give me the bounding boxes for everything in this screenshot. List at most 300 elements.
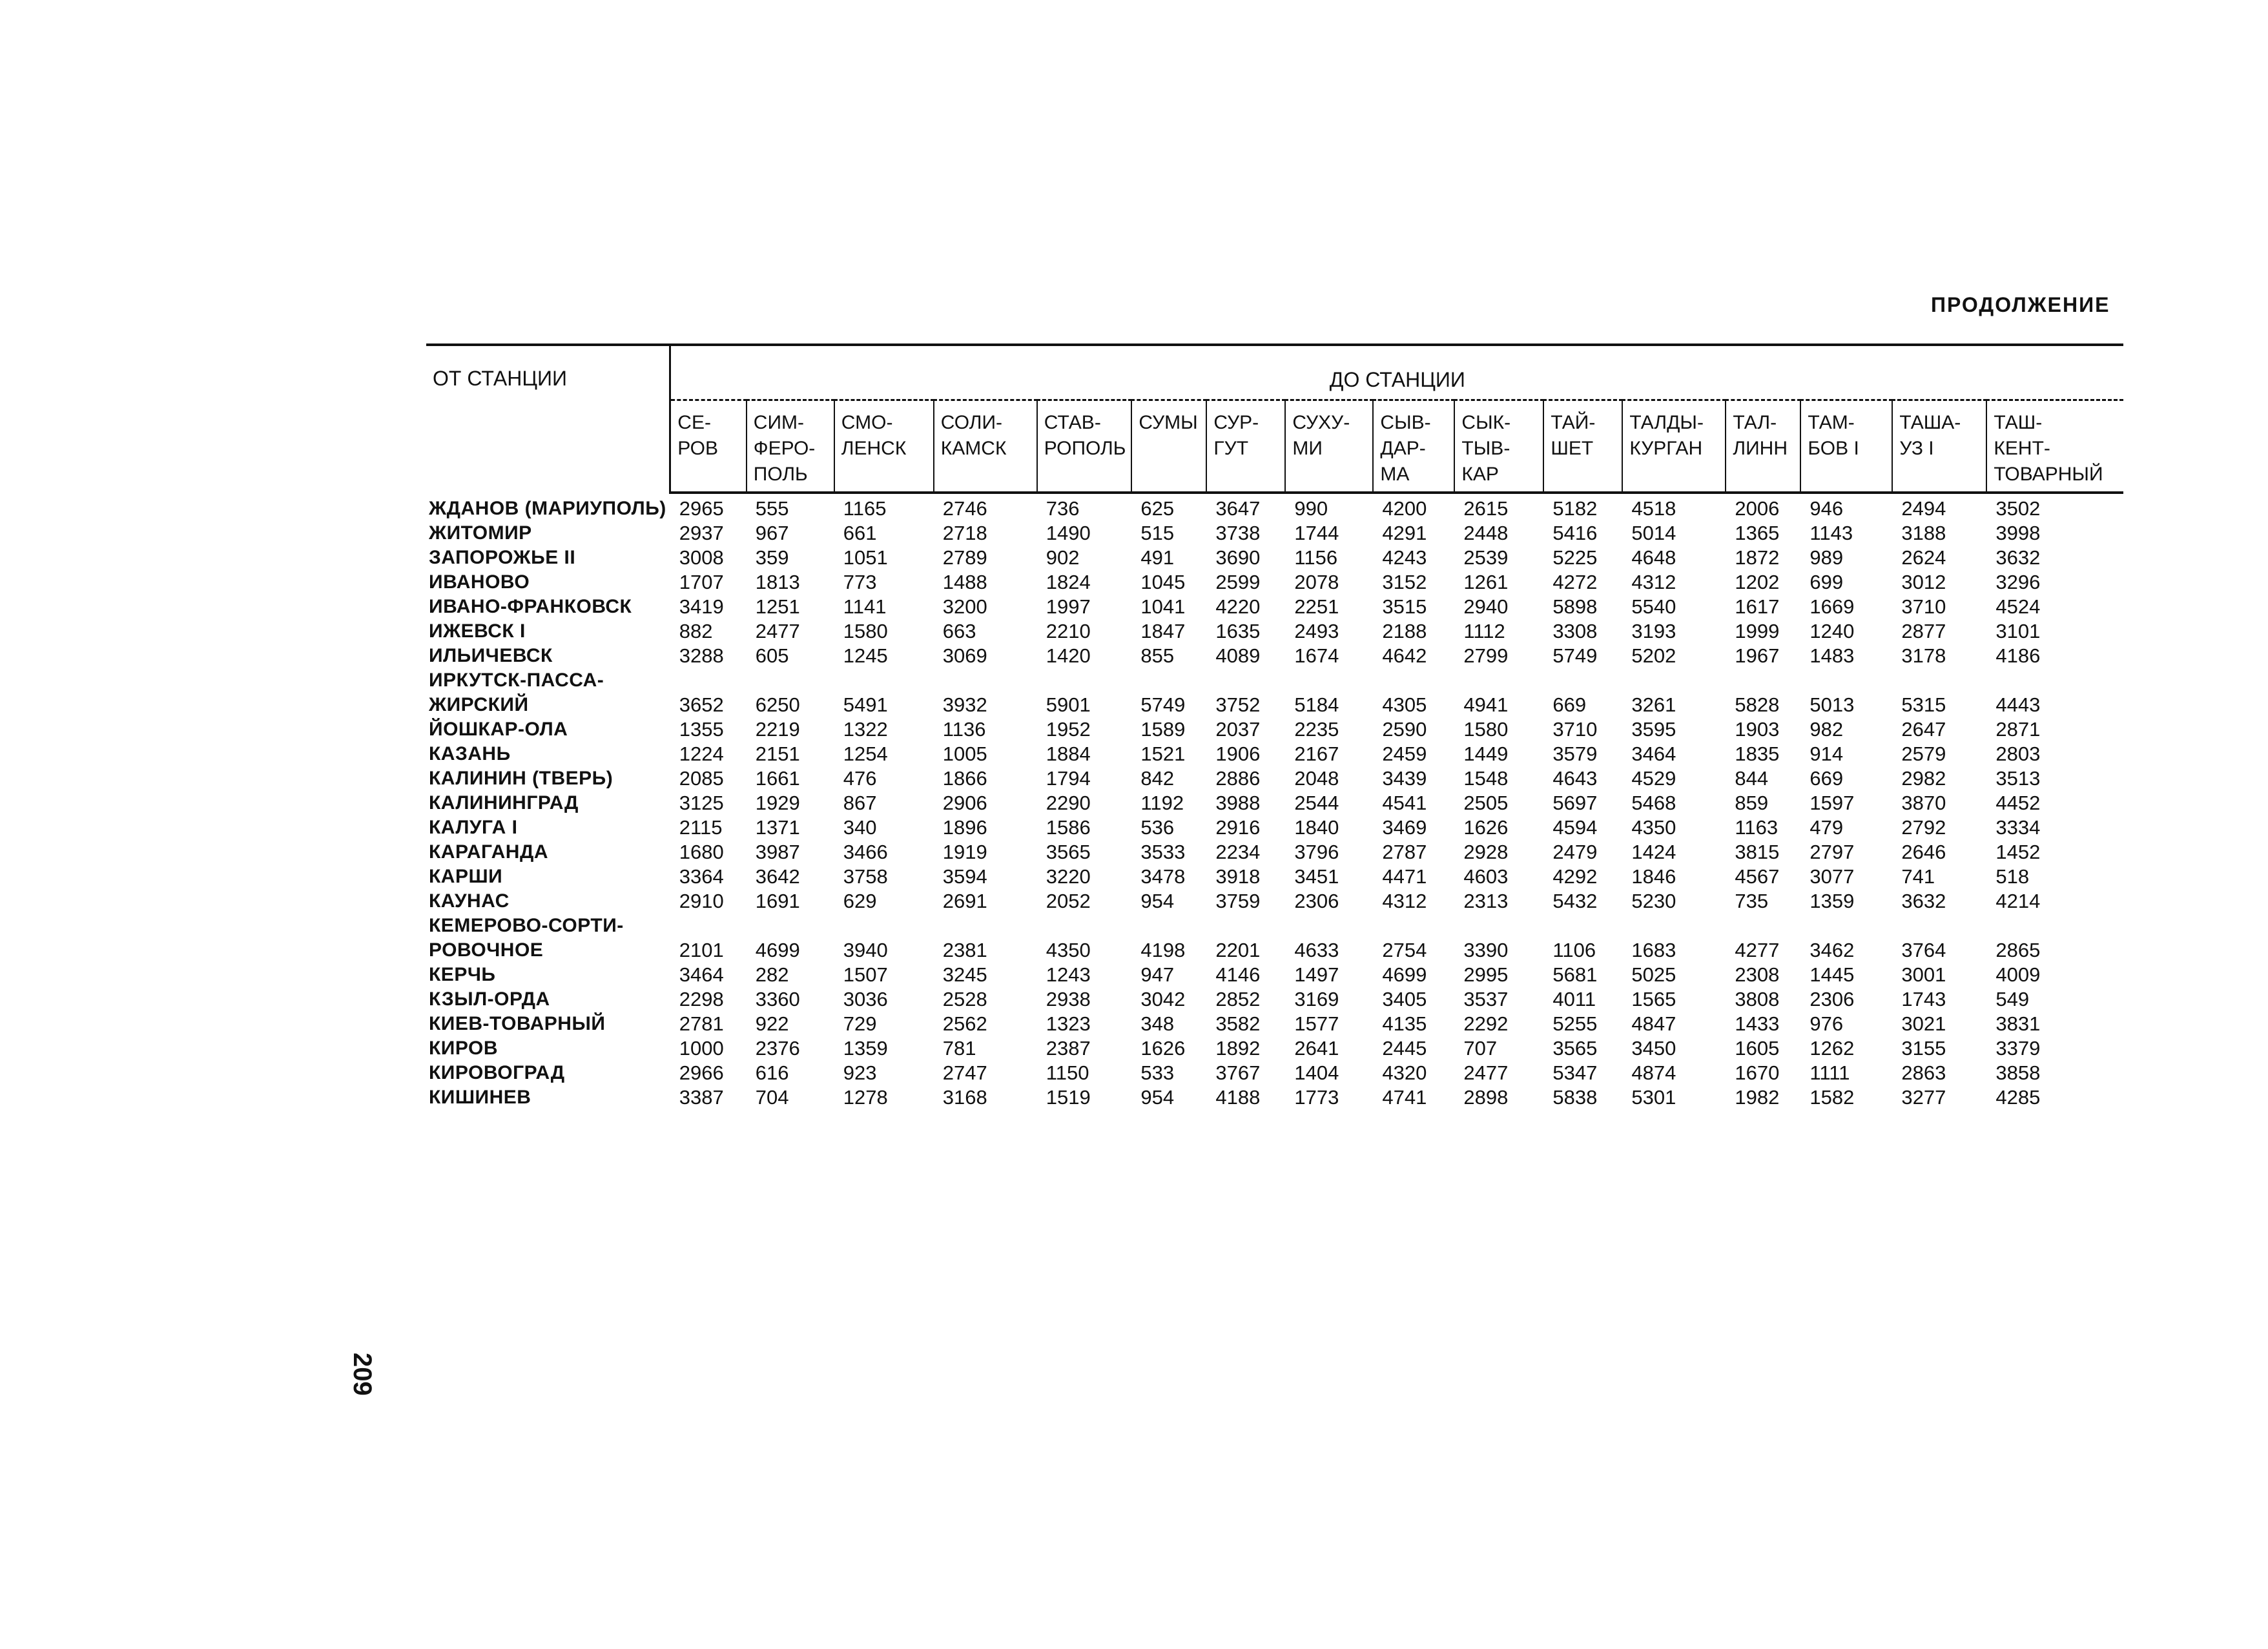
station-name: КИШИНЕВ xyxy=(429,1087,531,1108)
distance-cell: 1683 xyxy=(1631,939,1676,961)
station-name: КЗЫЛ-ОРДА xyxy=(429,988,550,1010)
distance-cell xyxy=(1131,668,1206,693)
distance-cell: 954 xyxy=(1140,890,1175,912)
distance-cell: 3419 xyxy=(679,595,724,618)
distance-cell: 4648 xyxy=(1631,546,1676,569)
distance-cell: 491 xyxy=(1140,546,1175,569)
distance-cell: 2505 xyxy=(1463,792,1509,814)
distance-cell: 3940 xyxy=(843,939,888,961)
distance-cell: 2928 xyxy=(1463,841,1509,863)
distance-cell: 2647 xyxy=(1901,718,1946,741)
distance-cell: 2615 xyxy=(1463,497,1509,520)
distance-cell: 1202 xyxy=(1735,571,1780,593)
distance-cell: 4874 xyxy=(1631,1061,1676,1084)
distance-cell: 4941 xyxy=(1463,693,1509,716)
distance-cell: 3464 xyxy=(679,963,724,986)
distance-cell: 3069 xyxy=(942,644,987,667)
column-header-line: ЛЕНСК xyxy=(841,438,907,459)
distance-cell xyxy=(670,914,747,938)
distance-cell: 4603 xyxy=(1463,865,1509,888)
station-name: КАУНАС xyxy=(429,890,510,912)
station-name: КЕРЧЬ xyxy=(429,964,496,985)
distance-cell: 1519 xyxy=(1046,1086,1091,1109)
distance-cell: 1136 xyxy=(942,718,986,741)
distance-cell: 2376 xyxy=(755,1037,800,1060)
column-header-row xyxy=(426,400,2123,493)
distance-cell: 4009 xyxy=(1995,963,2041,986)
station-name: ЖИТОМИР xyxy=(429,522,532,544)
distance-cell: 1254 xyxy=(843,743,888,765)
distance-cell: 2387 xyxy=(1046,1037,1091,1060)
distance-cell xyxy=(1622,668,1726,693)
table-row xyxy=(426,668,2123,693)
column-header xyxy=(1543,400,1622,493)
table-row xyxy=(426,791,2123,815)
distance-cell: 902 xyxy=(1046,546,1080,569)
distance-cell: 2747 xyxy=(942,1061,987,1084)
distance-cell: 2898 xyxy=(1463,1086,1509,1109)
distance-cell: 2797 xyxy=(1809,841,1855,863)
distance-cell xyxy=(1037,914,1132,938)
distance-cell: 1846 xyxy=(1631,865,1676,888)
distance-cell: 3808 xyxy=(1735,988,1780,1010)
station-name: КЕМЕРОВО-СОРТИ- xyxy=(429,915,624,936)
column-header-line: ТАЙ- xyxy=(1551,412,1596,433)
distance-cell: 2494 xyxy=(1901,497,1946,520)
distance-cell: 1365 xyxy=(1735,522,1780,544)
distance-cell: 5432 xyxy=(1552,890,1598,912)
distance-cell: 1773 xyxy=(1294,1086,1339,1109)
distance-cell: 1744 xyxy=(1294,522,1339,544)
table-row xyxy=(426,815,2123,840)
column-header-line: ТАМ- xyxy=(1808,412,1855,433)
column-header-line: БОВ I xyxy=(1808,438,1859,459)
page-number: 209 xyxy=(348,1353,376,1396)
distance-cell: 1952 xyxy=(1046,718,1091,741)
distance-table xyxy=(426,343,2123,1110)
distance-cell: 282 xyxy=(755,963,789,986)
distance-cell: 1243 xyxy=(1046,963,1091,986)
distance-cell: 5838 xyxy=(1552,1086,1598,1109)
distance-cell: 4200 xyxy=(1382,497,1427,520)
distance-cell: 1982 xyxy=(1735,1086,1780,1109)
distance-cell: 3450 xyxy=(1631,1037,1676,1060)
distance-cell: 1967 xyxy=(1735,644,1780,667)
distance-cell: 3918 xyxy=(1215,865,1261,888)
distance-cell: 1824 xyxy=(1046,571,1091,593)
column-header-line: СОЛИ- xyxy=(940,412,1003,433)
table-row xyxy=(426,963,2123,987)
station-name: КАЛУГА I xyxy=(429,817,518,838)
distance-cell xyxy=(1454,668,1543,693)
distance-cell xyxy=(747,668,834,693)
distance-cell: 5013 xyxy=(1809,693,1855,716)
distance-cell: 2982 xyxy=(1901,767,1946,790)
column-header-line: СУМЫ xyxy=(1139,412,1198,433)
distance-cell: 5347 xyxy=(1552,1061,1598,1084)
distance-cell: 946 xyxy=(1809,497,1844,520)
distance-cell: 1322 xyxy=(843,718,888,741)
distance-cell: 5025 xyxy=(1631,963,1676,986)
distance-cell: 2886 xyxy=(1215,767,1261,790)
distance-cell: 844 xyxy=(1735,767,1769,790)
distance-cell: 914 xyxy=(1809,743,1844,765)
distance-cell: 1449 xyxy=(1463,743,1509,765)
column-header-line: СУР- xyxy=(1213,412,1259,433)
table-row xyxy=(426,717,2123,742)
distance-cell: 704 xyxy=(755,1086,789,1109)
distance-cell: 1580 xyxy=(843,620,888,642)
distance-cell: 1999 xyxy=(1735,620,1780,642)
table-row xyxy=(426,766,2123,791)
distance-cell: 3042 xyxy=(1140,988,1186,1010)
distance-cell: 3767 xyxy=(1215,1061,1261,1084)
column-header-line: УЗ I xyxy=(1899,438,1934,459)
distance-cell: 707 xyxy=(1463,1037,1498,1060)
distance-cell: 1626 xyxy=(1463,816,1509,839)
column-header-line: ТЫВ- xyxy=(1461,438,1510,459)
distance-cell: 4186 xyxy=(1995,644,2041,667)
distance-cell: 3815 xyxy=(1735,841,1780,863)
distance-cell: 3220 xyxy=(1046,865,1091,888)
header-row-group xyxy=(426,345,2123,400)
table-row xyxy=(426,521,2123,546)
station-name: КАРШИ xyxy=(429,866,503,887)
distance-cell: 729 xyxy=(843,1012,877,1035)
column-header xyxy=(1037,400,1132,493)
column-header-line: ТОВАРНЫЙ xyxy=(1994,464,2103,485)
distance-cell: 859 xyxy=(1735,792,1769,814)
distance-cell: 1452 xyxy=(1995,841,2041,863)
distance-cell: 2306 xyxy=(1294,890,1339,912)
distance-cell: 5315 xyxy=(1901,693,1946,716)
distance-cell: 5182 xyxy=(1552,497,1598,520)
table-row xyxy=(426,914,2123,938)
distance-cell xyxy=(1285,668,1373,693)
distance-cell: 3036 xyxy=(843,988,888,1010)
distance-cell: 479 xyxy=(1809,816,1844,839)
distance-cell: 6250 xyxy=(755,693,800,716)
distance-cell: 990 xyxy=(1294,497,1328,520)
distance-cell: 1488 xyxy=(942,571,987,593)
distance-cell: 4146 xyxy=(1215,963,1261,986)
distance-cell: 2477 xyxy=(755,620,800,642)
distance-cell: 3451 xyxy=(1294,865,1339,888)
column-header-line: СЫК- xyxy=(1461,412,1511,433)
distance-cell: 4699 xyxy=(1382,963,1427,986)
column-header xyxy=(1726,400,1800,493)
distance-cell: 2234 xyxy=(1215,841,1261,863)
distance-cell: 3334 xyxy=(1995,816,2041,839)
distance-cell: 3308 xyxy=(1552,620,1598,642)
distance-cell xyxy=(1726,914,1800,938)
distance-cell: 3125 xyxy=(679,792,724,814)
distance-cell: 605 xyxy=(755,644,789,667)
distance-cell: 3502 xyxy=(1995,497,2041,520)
station-name: КИРОВОГРАД xyxy=(429,1062,565,1083)
table-row xyxy=(426,840,2123,865)
column-header-line: СТАВ- xyxy=(1044,412,1101,433)
distance-cell: 4633 xyxy=(1294,939,1339,961)
distance-cell: 882 xyxy=(679,620,713,642)
distance-cell: 3245 xyxy=(942,963,987,986)
distance-cell: 1548 xyxy=(1463,767,1509,790)
distance-cell: 2579 xyxy=(1901,743,1946,765)
distance-cell: 1906 xyxy=(1215,743,1261,765)
to-station-header: ДО СТАНЦИИ xyxy=(670,345,2124,400)
distance-cell: 3462 xyxy=(1809,939,1855,961)
distance-cell: 4214 xyxy=(1995,890,2041,912)
distance-cell: 1143 xyxy=(1809,522,1853,544)
distance-cell xyxy=(1543,668,1622,693)
distance-cell: 669 xyxy=(1552,693,1587,716)
distance-cell: 773 xyxy=(843,571,877,593)
distance-cell xyxy=(1131,914,1206,938)
distance-cell: 855 xyxy=(1140,644,1175,667)
distance-cell xyxy=(1622,914,1726,938)
distance-cell: 3652 xyxy=(679,693,724,716)
distance-cell: 954 xyxy=(1140,1086,1175,1109)
distance-cell: 536 xyxy=(1140,816,1175,839)
station-name: ЙОШКАР-ОЛА xyxy=(429,719,568,740)
table-row xyxy=(426,1012,2123,1036)
distance-cell: 3582 xyxy=(1215,1012,1261,1035)
distance-cell: 1794 xyxy=(1046,767,1091,790)
distance-cell: 3390 xyxy=(1463,939,1509,961)
distance-cell: 4529 xyxy=(1631,767,1676,790)
distance-cell: 1674 xyxy=(1294,644,1339,667)
distance-cell: 3152 xyxy=(1382,571,1427,593)
column-header-line: ДАР- xyxy=(1380,438,1426,459)
distance-cell: 1041 xyxy=(1140,595,1186,618)
distance-cell: 1278 xyxy=(843,1086,888,1109)
distance-cell: 3169 xyxy=(1294,988,1339,1010)
distance-cell: 1813 xyxy=(755,571,800,593)
column-header-line: СЕ- xyxy=(677,412,711,433)
distance-cell: 4320 xyxy=(1382,1061,1427,1084)
distance-cell xyxy=(1454,914,1543,938)
distance-cell: 5898 xyxy=(1552,595,1598,618)
distance-cell: 2910 xyxy=(679,890,724,912)
distance-cell: 3261 xyxy=(1631,693,1676,716)
distance-cell: 3001 xyxy=(1901,963,1946,986)
distance-cell: 4452 xyxy=(1995,792,2041,814)
station-name: ЖДАНОВ (МАРИУПОЛЬ) xyxy=(429,498,666,519)
distance-cell: 1582 xyxy=(1809,1086,1855,1109)
column-header xyxy=(1131,400,1206,493)
distance-cell xyxy=(1892,914,1986,938)
distance-cell: 4292 xyxy=(1552,865,1598,888)
distance-cell xyxy=(670,668,747,693)
distance-cell: 3193 xyxy=(1631,620,1676,642)
distance-cell: 3565 xyxy=(1046,841,1091,863)
distance-cell: 1884 xyxy=(1046,743,1091,765)
distance-cell: 2292 xyxy=(1463,1012,1509,1035)
distance-cell: 3537 xyxy=(1463,988,1509,1010)
column-header-line: КЕНТ- xyxy=(1994,438,2050,459)
distance-cell: 1156 xyxy=(1294,546,1338,569)
distance-cell: 4312 xyxy=(1631,571,1676,593)
distance-cell: 1165 xyxy=(843,497,887,520)
distance-cell: 1586 xyxy=(1046,816,1091,839)
distance-cell: 4699 xyxy=(755,939,800,961)
distance-cell: 4642 xyxy=(1382,644,1427,667)
table-row xyxy=(426,693,2123,717)
distance-cell: 1605 xyxy=(1735,1037,1780,1060)
distance-cell: 1680 xyxy=(679,841,724,863)
distance-cell: 1262 xyxy=(1809,1037,1855,1060)
distance-cell: 3464 xyxy=(1631,743,1676,765)
distance-cell: 2906 xyxy=(942,792,987,814)
distance-cell: 4272 xyxy=(1552,571,1598,593)
distance-cell: 3296 xyxy=(1995,571,2041,593)
distance-cell: 976 xyxy=(1809,1012,1844,1035)
column-header-line: МИ xyxy=(1292,438,1323,459)
distance-cell: 2792 xyxy=(1901,816,1946,839)
station-name: ИЛЬИЧЕВСК xyxy=(429,645,553,666)
distance-cell: 1840 xyxy=(1294,816,1339,839)
column-header xyxy=(834,400,934,493)
distance-cell: 2863 xyxy=(1901,1061,1946,1084)
distance-cell: 5255 xyxy=(1552,1012,1598,1035)
column-header-line: МА xyxy=(1380,464,1410,485)
distance-cell: 3277 xyxy=(1901,1086,1946,1109)
distance-cell: 5184 xyxy=(1294,693,1339,716)
distance-cell: 1903 xyxy=(1735,718,1780,741)
distance-cell: 2052 xyxy=(1046,890,1091,912)
distance-cell: 5681 xyxy=(1552,963,1598,986)
column-header-line: КУРГАН xyxy=(1629,438,1703,459)
distance-cell: 2313 xyxy=(1463,890,1509,912)
table-row xyxy=(426,595,2123,619)
distance-cell: 5416 xyxy=(1552,522,1598,544)
distance-cell: 1565 xyxy=(1631,988,1676,1010)
distance-cell: 741 xyxy=(1901,865,1935,888)
distance-cell: 3858 xyxy=(1995,1061,2041,1084)
distance-cell: 5540 xyxy=(1631,595,1676,618)
distance-cell: 2528 xyxy=(942,988,987,1010)
distance-cell xyxy=(1892,668,1986,693)
distance-cell: 1635 xyxy=(1215,620,1261,642)
distance-cell: 1445 xyxy=(1809,963,1855,986)
column-header xyxy=(1986,400,2123,493)
distance-cell: 4089 xyxy=(1215,644,1261,667)
distance-cell: 4243 xyxy=(1382,546,1427,569)
station-name: ИРКУТСК-ПАССА- xyxy=(429,670,604,691)
distance-cell: 1323 xyxy=(1046,1012,1091,1035)
column-header-line: СИМ- xyxy=(753,412,805,433)
distance-cell: 3469 xyxy=(1382,816,1427,839)
table-row xyxy=(426,938,2123,963)
distance-cell: 4643 xyxy=(1552,767,1598,790)
distance-cell: 1997 xyxy=(1046,595,1091,618)
distance-cell: 2235 xyxy=(1294,718,1339,741)
distance-cell: 3594 xyxy=(942,865,987,888)
distance-cell: 2937 xyxy=(679,522,724,544)
distance-cell: 555 xyxy=(755,497,789,520)
distance-cell: 2539 xyxy=(1463,546,1509,569)
distance-cell: 3364 xyxy=(679,865,724,888)
distance-cell: 3405 xyxy=(1382,988,1427,1010)
distance-cell: 3008 xyxy=(679,546,724,569)
column-header-line: КАМСК xyxy=(940,438,1007,459)
distance-cell: 5491 xyxy=(843,693,888,716)
distance-cell: 947 xyxy=(1140,963,1175,986)
column-header xyxy=(1206,400,1285,493)
table-row xyxy=(426,1061,2123,1085)
distance-cell: 1589 xyxy=(1140,718,1186,741)
distance-cell: 518 xyxy=(1995,865,2030,888)
distance-cell: 1359 xyxy=(1809,890,1855,912)
distance-cell: 2448 xyxy=(1463,522,1509,544)
column-header-line: ТАЛ- xyxy=(1733,412,1777,433)
distance-cell: 2167 xyxy=(1294,743,1339,765)
distance-cell: 989 xyxy=(1809,546,1844,569)
distance-cell: 1661 xyxy=(755,767,800,790)
distance-cell: 2562 xyxy=(942,1012,987,1035)
distance-cell: 4524 xyxy=(1995,595,2041,618)
distance-cell: 5901 xyxy=(1046,693,1091,716)
distance-cell: 2590 xyxy=(1382,718,1427,741)
distance-cell: 4188 xyxy=(1215,1086,1261,1109)
distance-cell: 1111 xyxy=(1809,1061,1850,1084)
distance-cell: 1051 xyxy=(843,546,888,569)
distance-cell xyxy=(1037,668,1132,693)
distance-cell: 2789 xyxy=(942,546,987,569)
distance-cell: 3831 xyxy=(1995,1012,2041,1035)
distance-cell xyxy=(1206,668,1285,693)
distance-cell: 1245 xyxy=(843,644,888,667)
distance-cell: 4291 xyxy=(1382,522,1427,544)
distance-cell: 3188 xyxy=(1901,522,1946,544)
column-header xyxy=(934,400,1037,493)
distance-cell: 4011 xyxy=(1552,988,1596,1010)
distance-cell: 4847 xyxy=(1631,1012,1676,1035)
distance-cell: 3012 xyxy=(1901,571,1946,593)
table-row xyxy=(426,987,2123,1012)
table-row xyxy=(426,865,2123,889)
distance-cell xyxy=(1800,668,1892,693)
distance-cell: 515 xyxy=(1140,522,1175,544)
distance-cell: 4594 xyxy=(1552,816,1598,839)
distance-cell: 3579 xyxy=(1552,743,1598,765)
distance-cell: 4567 xyxy=(1735,865,1780,888)
distance-cell: 3155 xyxy=(1901,1037,1946,1060)
distance-cell: 2624 xyxy=(1901,546,1946,569)
continuation-label: ПРОДОЛЖЕНИЕ xyxy=(1931,293,2110,316)
column-header xyxy=(1800,400,1892,493)
distance-cell: 2101 xyxy=(679,939,724,961)
distance-cell: 3513 xyxy=(1995,767,2041,790)
distance-cell: 1005 xyxy=(942,743,987,765)
distance-cell: 3690 xyxy=(1215,546,1261,569)
column-header xyxy=(1285,400,1373,493)
distance-cell: 661 xyxy=(843,522,877,544)
distance-cell: 4518 xyxy=(1631,497,1676,520)
column-header-line: ФЕРО- xyxy=(753,438,816,459)
distance-cell: 1497 xyxy=(1294,963,1339,986)
distance-cell xyxy=(834,914,934,938)
distance-cell: 3595 xyxy=(1631,718,1676,741)
column-header xyxy=(1454,400,1543,493)
distance-cell xyxy=(1373,668,1454,693)
distance-cell: 3077 xyxy=(1809,865,1855,888)
distance-cell: 1707 xyxy=(679,571,724,593)
distance-cell: 2966 xyxy=(679,1061,724,1084)
distance-cell: 1835 xyxy=(1735,743,1780,765)
distance-cell: 2477 xyxy=(1463,1061,1509,1084)
distance-cell: 5225 xyxy=(1552,546,1598,569)
